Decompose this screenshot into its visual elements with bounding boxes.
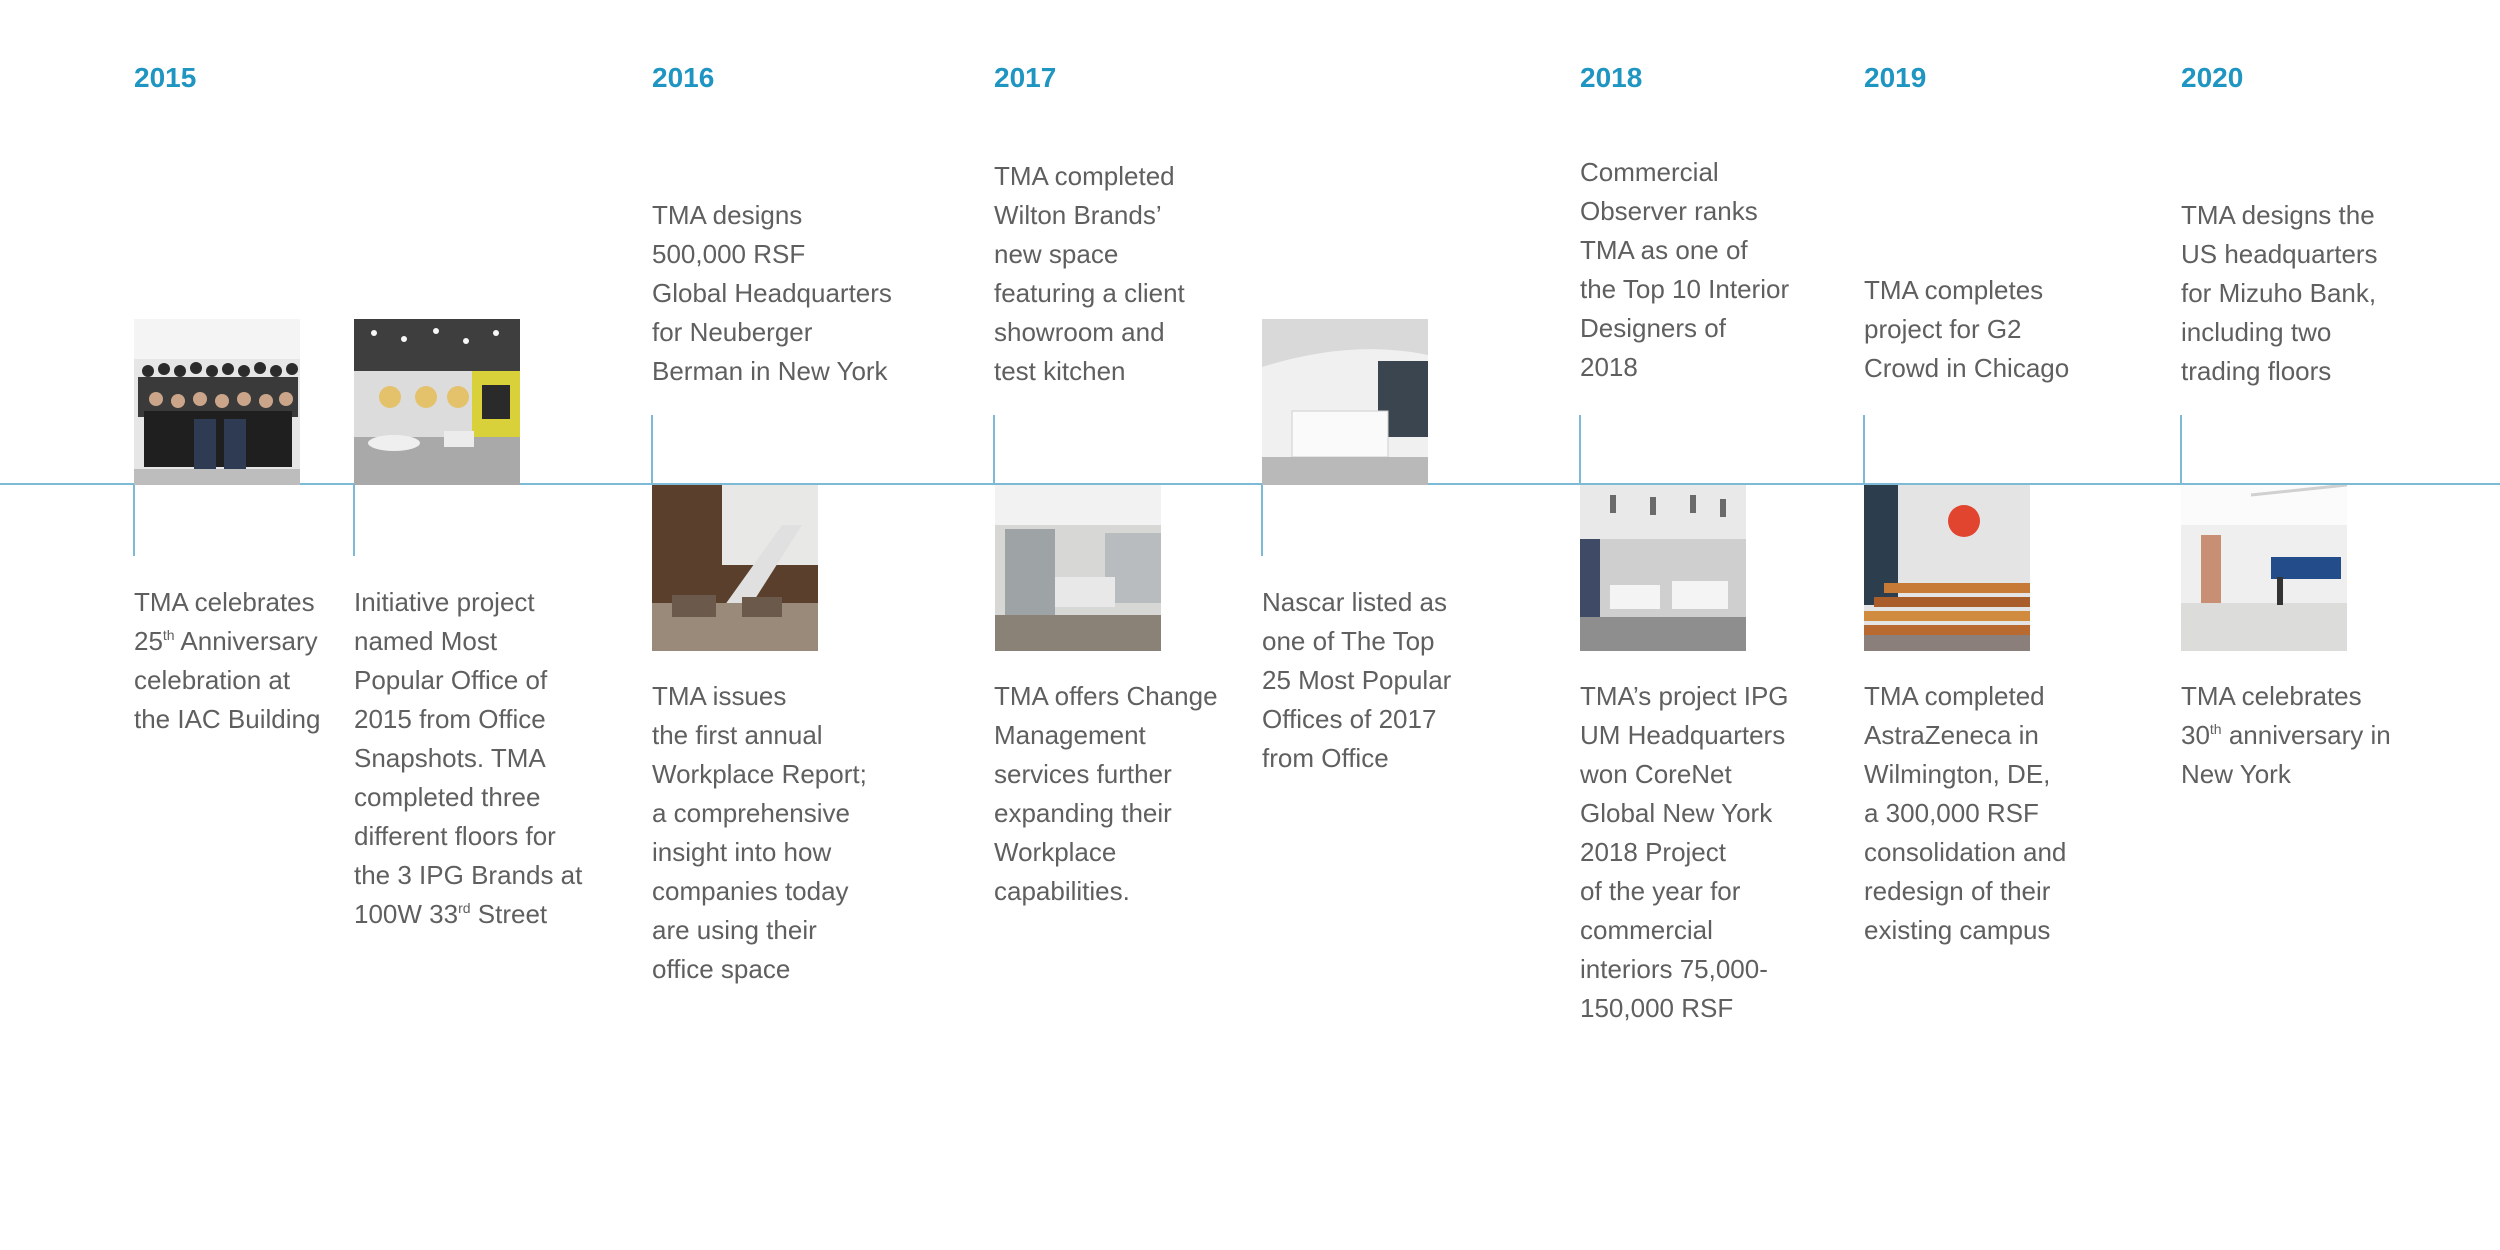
event-2017-wilton-description: TMA completed Wilton Brands’ new space featuring a client showroom and test kitchen — [994, 161, 1185, 386]
photo-2015-anniversary-group — [134, 319, 300, 485]
event-2018-observer-description: Commercial Observer ranks TMA as one of the Top 10 Interior Designers of 2018 — [1580, 157, 1790, 382]
event-2020-mizuho-description: TMA designs the US headquarters for Mizuho Bank, including two trading floors — [2181, 200, 2378, 386]
tick-2017-wilton — [993, 415, 995, 484]
event-2016-neuberger-description: TMA designs 500,000 RSF Global Headquarters for Neuberger Berman in New York — [652, 200, 892, 386]
year-2017: 2017 — [994, 62, 1057, 93]
tick-2017-nascar — [1261, 484, 1263, 556]
tick-2016-neuberger — [651, 415, 653, 484]
year-2018: 2018 — [1580, 62, 1643, 93]
tick-2020-mizuho — [2180, 415, 2182, 484]
year-2016: 2016 — [652, 62, 715, 93]
tick-2015-anniversary — [133, 484, 135, 556]
event-2016-workplace-report-description: TMA issues the first annual Workplace Report; a comprehensive insight into how companies today are using their office space — [652, 681, 867, 984]
photo-2018-ipg-lounge — [1580, 485, 1746, 651]
event-2018-corenet-description: TMA’s project IPG UM Headquarters won CoreNet Global New York 2018 Project of the year for commercial interiors 75,000- 150,000 RSF — [1580, 681, 1789, 1023]
photo-2019-astrazeneca-stairs — [1864, 485, 2030, 651]
event-2015-initiative-description: Initiative project named Most Popular Office of 2015 from Office Snapshots. TMA completed three different floors for the 3 IPG Brands at 100W 33rd Street — [354, 587, 583, 929]
tick-2018-observer — [1579, 415, 1581, 484]
event-2017-change-management-description: TMA offers Change Management services further expanding their Workplace capabilities. — [994, 681, 1218, 906]
year-2015: 2015 — [134, 62, 197, 93]
event-2019-g2-description: TMA completes project for G2 Crowd in Chicago — [1864, 275, 2070, 383]
photo-2017-test-kitchen — [995, 485, 1161, 651]
year-2020: 2020 — [2181, 62, 2244, 93]
event-2020-anniversary-description: TMA celebrates 30th anniversary in New York — [2181, 681, 2391, 789]
event-2019-astrazeneca-description: TMA completed AstraZeneca in Wilmington, DE, a 300,000 RSF consolidation and redesign of their existing campus — [1864, 681, 2067, 945]
photo-2017-nascar-reception — [1262, 319, 1428, 485]
event-2015-anniversary-description: TMA celebrates 25th Anniversary celebration at the IAC Building — [134, 587, 321, 734]
tick-2019-g2 — [1863, 415, 1865, 484]
photo-2016-stair-lounge — [652, 485, 818, 651]
photo-2020-mizuho-lobby — [2181, 485, 2347, 651]
event-2017-nascar-description: Nascar listed as one of The Top 25 Most Popular Offices of 2017 from Office — [1262, 587, 1452, 773]
photo-2015-initiative-lobby — [354, 319, 520, 485]
tick-2015-initiative — [353, 484, 355, 556]
year-2019: 2019 — [1864, 62, 1927, 93]
